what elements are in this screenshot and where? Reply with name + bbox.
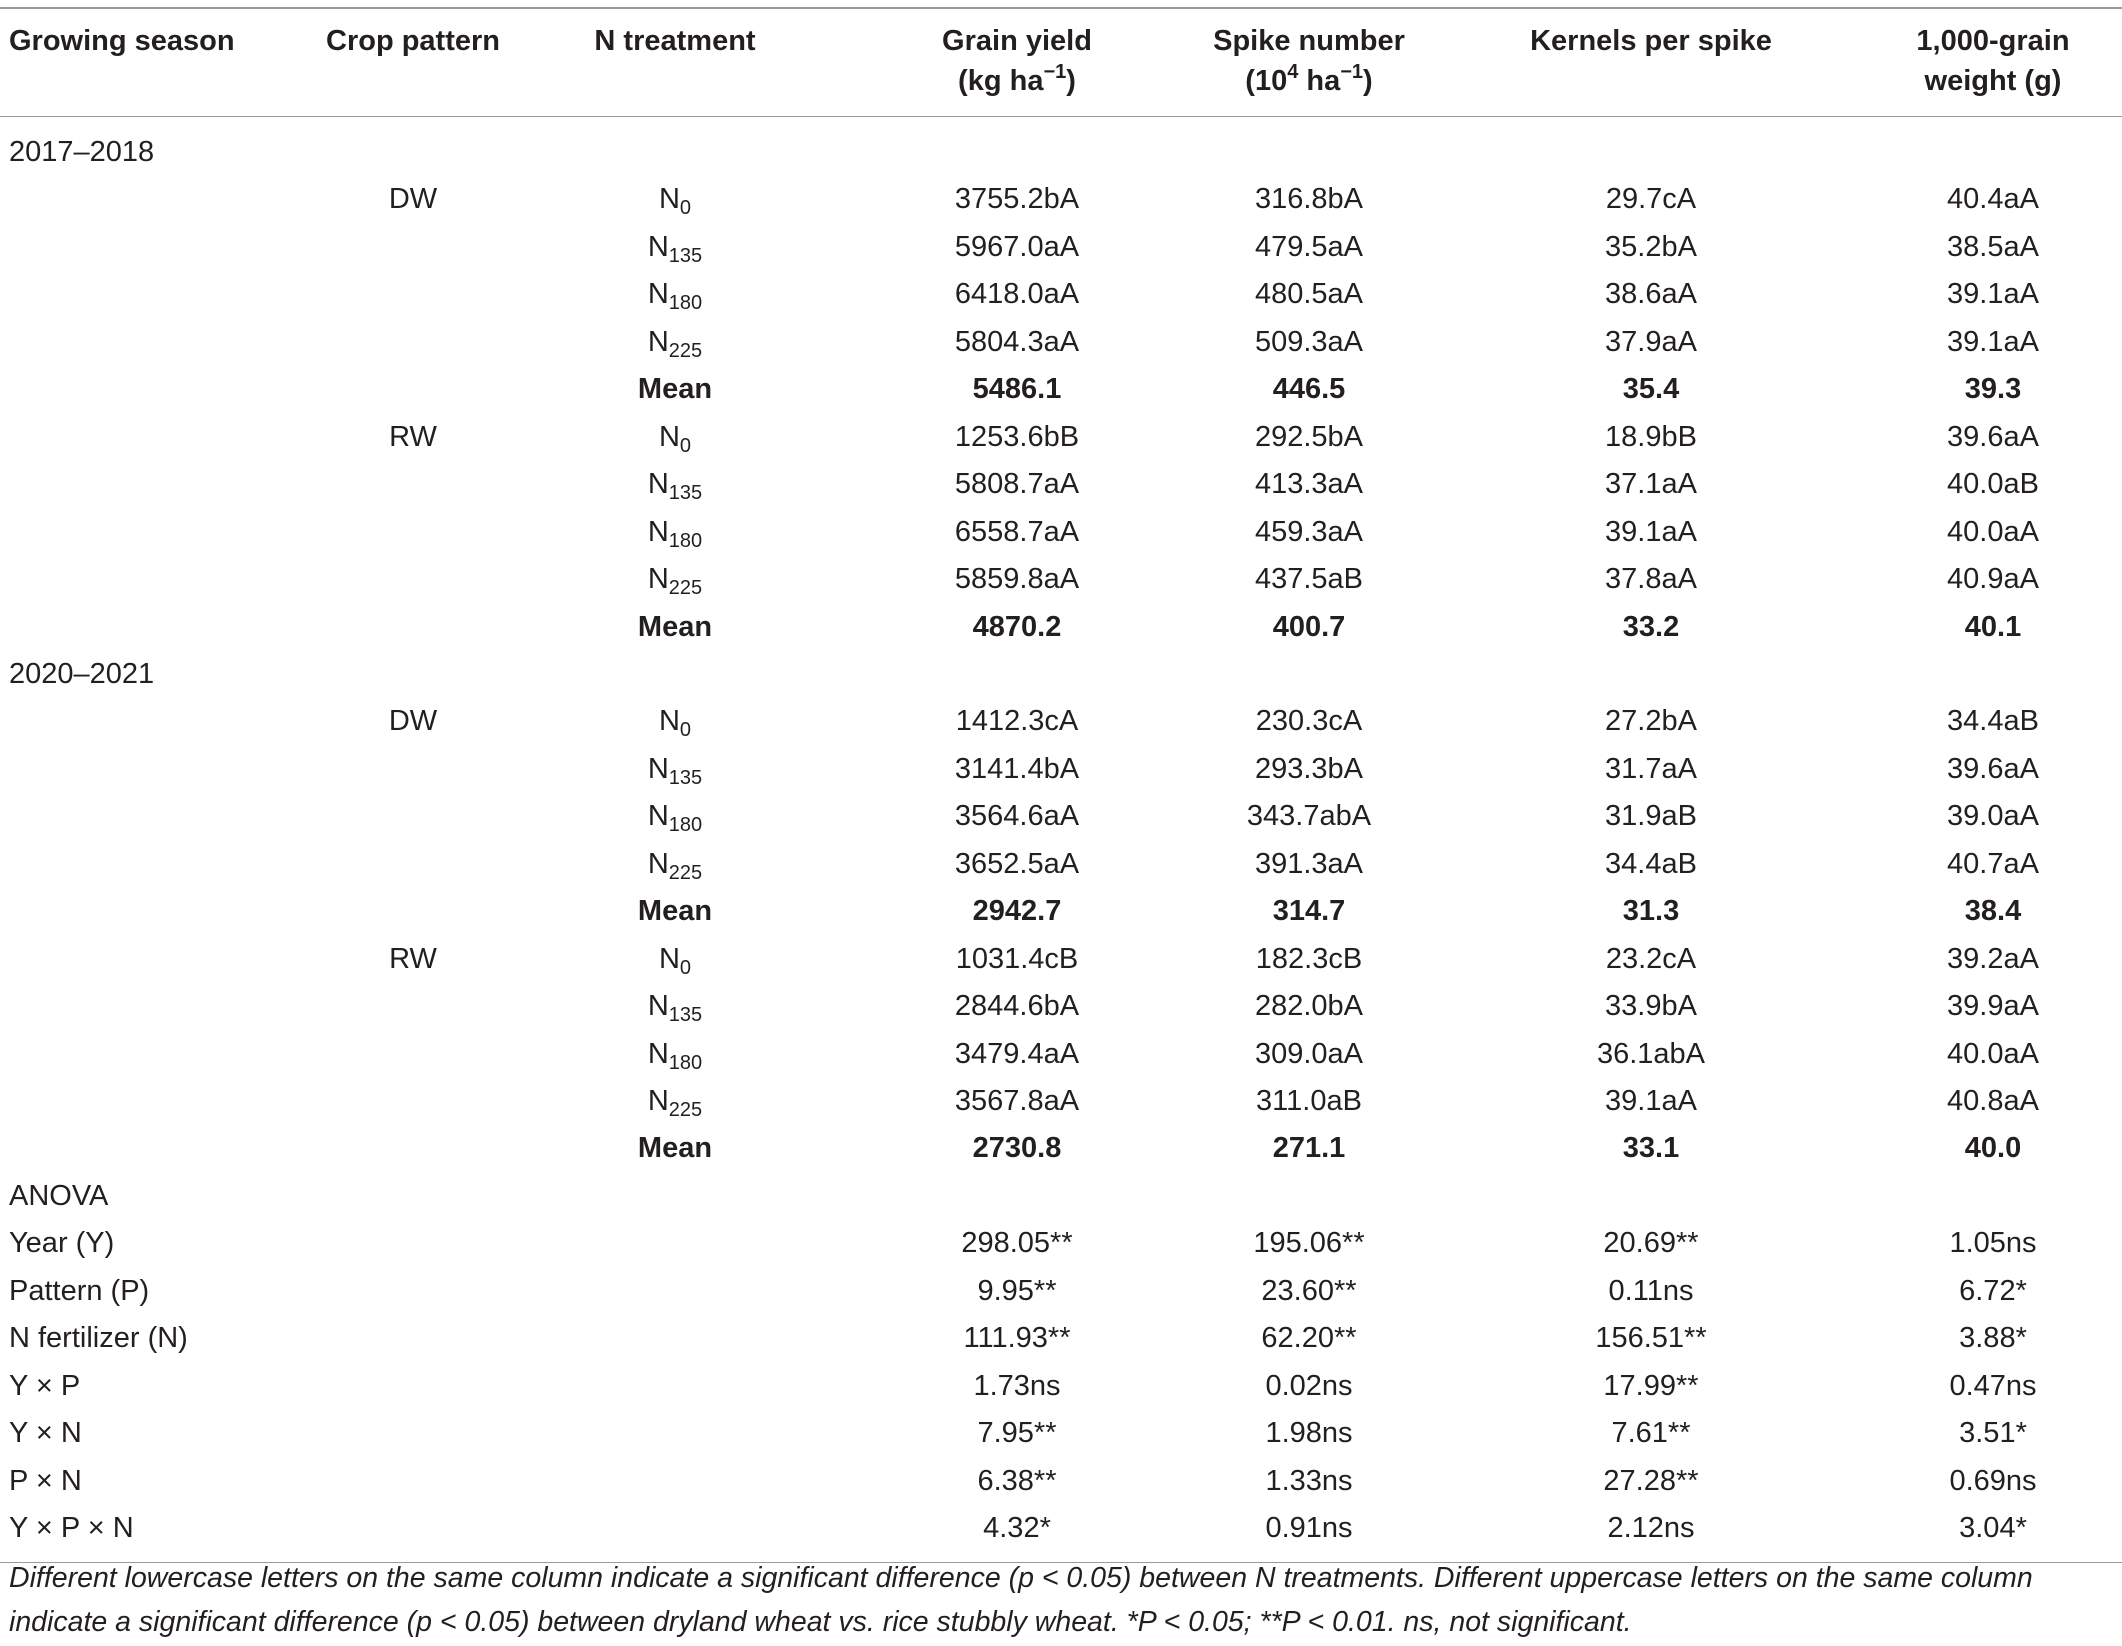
anova-thousand-grain-weight: 6.72* — [1959, 1275, 2027, 1307]
mean-kernels-per-spike: 35.4 — [1622, 373, 1680, 405]
thousand-grain-weight-cell: 40.9aA — [1947, 563, 2039, 595]
n-treatment-cell: $N_{135}$ — [647, 231, 703, 267]
table-top-rule — [0, 7, 2122, 9]
thousand-grain-weight-cell: 34.4aB — [1947, 705, 2039, 737]
anova-factor-label: N fertilizer (N) — [9, 1322, 188, 1354]
anova-factor-label: Pattern (P) — [9, 1275, 150, 1307]
header-crop-pattern: Crop pattern — [326, 25, 500, 57]
kernels-per-spike-cell: 23.2cA — [1605, 943, 1697, 975]
season-label: 2017–2018 — [9, 136, 155, 168]
kernels-per-spike-cell: 38.6aA — [1605, 278, 1697, 310]
spike-number-cell: 343.7abA — [1246, 800, 1372, 832]
mean-spike-number: 271.1 — [1272, 1132, 1346, 1164]
thousand-grain-weight-cell: 38.5aA — [1947, 231, 2039, 263]
anova-kernels-per-spike: 0.11ns — [1608, 1275, 1694, 1307]
anova-thousand-grain-weight: 3.04* — [1959, 1512, 2027, 1544]
mean-thousand-grain-weight: 39.3 — [1964, 373, 2022, 405]
anova-thousand-grain-weight: 0.69ns — [1949, 1465, 2037, 1497]
anova-factor-label: Y × P — [9, 1370, 81, 1402]
n-treatment-cell: $N_{225}$ — [647, 326, 703, 362]
kernels-per-spike-cell: 36.1abA — [1596, 1038, 1706, 1070]
thousand-grain-weight-cell: 39.6aA — [1947, 753, 2039, 785]
n-treatment-cell: $N_{180}$ — [647, 516, 703, 552]
mean-spike-number: 314.7 — [1272, 895, 1346, 927]
grain-yield-cell: 3652.5aA — [954, 848, 1080, 880]
grain-yield-cell: 5804.3aA — [954, 326, 1080, 358]
anova-grain-yield: 9.95** — [977, 1275, 1057, 1307]
thousand-grain-weight-cell: 39.9aA — [1947, 990, 2039, 1022]
thousand-grain-weight-cell: 40.8aA — [1947, 1085, 2039, 1117]
header-thousand-grain-weight: 1,000-grain weight (g) — [1916, 25, 2070, 97]
anova-kernels-per-spike: 27.28** — [1603, 1465, 1699, 1497]
mean-grain-yield: 4870.2 — [972, 611, 1062, 643]
anova-grain-yield: 298.05** — [961, 1227, 1073, 1259]
crop-pattern-label: DW — [388, 183, 438, 215]
n-treatment-cell: $N_{180}$ — [647, 800, 703, 836]
thousand-grain-weight-cell: 40.0aB — [1947, 468, 2039, 500]
anova-kernels-per-spike: 7.61** — [1611, 1417, 1691, 1449]
anova-spike-number: 1.98ns — [1265, 1417, 1353, 1449]
anova-kernels-per-spike: 20.69** — [1603, 1227, 1699, 1259]
kernels-per-spike-cell: 39.1aA — [1605, 1085, 1697, 1117]
header-spike-number-unit: ($10^4$ $ha^{-1}$) — [1245, 61, 1373, 97]
spike-number-cell: 292.5bA — [1254, 421, 1364, 453]
grain-yield-cell: 2844.6bA — [954, 990, 1080, 1022]
spike-number-cell: 316.8bA — [1254, 183, 1364, 215]
anova-label: ANOVA — [9, 1180, 109, 1212]
mean-grain-yield: 2942.7 — [972, 895, 1062, 927]
kernels-per-spike-cell: 35.2bA — [1605, 231, 1697, 263]
n-treatment-cell: $N_{225}$ — [647, 848, 703, 884]
anova-spike-number: 0.02ns — [1265, 1370, 1353, 1402]
header-rule — [0, 116, 2122, 117]
spike-number-cell: 413.3aA — [1254, 468, 1364, 500]
kernels-per-spike-cell: 18.9bB — [1605, 421, 1697, 453]
spike-number-cell: 282.0bA — [1254, 990, 1364, 1022]
n-treatment-cell: $N_{180}$ — [647, 278, 703, 314]
grain-yield-cell: 3479.4aA — [954, 1038, 1080, 1070]
anova-factor-label: Year (Y) — [9, 1227, 115, 1259]
spike-number-cell: 309.0aA — [1254, 1038, 1364, 1070]
anova-thousand-grain-weight: 0.47ns — [1949, 1370, 2037, 1402]
mean-kernels-per-spike: 31.3 — [1622, 895, 1680, 927]
kernels-per-spike-cell: 37.9aA — [1605, 326, 1697, 358]
kernels-per-spike-cell: 31.7aA — [1605, 753, 1697, 785]
anova-spike-number: 23.60** — [1261, 1275, 1357, 1307]
anova-spike-number: 1.33ns — [1265, 1465, 1353, 1497]
mean-label: Mean — [637, 895, 713, 927]
grain-yield-cell: 5859.8aA — [954, 563, 1080, 595]
header-growing-season: Growing season — [9, 25, 235, 57]
spike-number-cell: 182.3cB — [1255, 943, 1363, 975]
header-grain-yield-line1: Grain yield — [942, 25, 1092, 57]
mean-label: Mean — [637, 1132, 713, 1164]
mean-thousand-grain-weight: 40.1 — [1964, 611, 2022, 643]
header-grain-yield-unit: (kg $ha^{-1}$) — [958, 61, 1076, 97]
thousand-grain-weight-cell: 40.7aA — [1947, 848, 2039, 880]
anova-spike-number: 0.91ns — [1265, 1512, 1353, 1544]
spike-number-cell: 391.3aA — [1254, 848, 1364, 880]
n-treatment-cell: $N_{135}$ — [647, 990, 703, 1026]
grain-yield-cell: 1412.3cA — [955, 705, 1079, 737]
grain-yield-cell: 6558.7aA — [954, 516, 1080, 548]
thousand-grain-weight-cell: 40.0aA — [1947, 516, 2039, 548]
thousand-grain-weight-cell: 39.1aA — [1947, 278, 2039, 310]
grain-yield-cell: 6418.0aA — [954, 278, 1080, 310]
kernels-per-spike-cell: 27.2bA — [1605, 705, 1697, 737]
spike-number-cell: 480.5aA — [1254, 278, 1364, 310]
anova-spike-number: 62.20** — [1261, 1322, 1357, 1354]
mean-thousand-grain-weight: 40.0 — [1964, 1132, 2022, 1164]
thousand-grain-weight-cell: 39.2aA — [1947, 943, 2039, 975]
anova-kernels-per-spike: 2.12ns — [1607, 1512, 1695, 1544]
kernels-per-spike-cell: 33.9bA — [1605, 990, 1697, 1022]
thousand-grain-weight-cell: 39.1aA — [1947, 326, 2039, 358]
spike-number-cell: 479.5aA — [1254, 231, 1364, 263]
kernels-per-spike-cell: 39.1aA — [1605, 516, 1697, 548]
anova-thousand-grain-weight: 1.05ns — [1949, 1227, 2037, 1259]
crop-pattern-label: DW — [388, 705, 438, 737]
kernels-per-spike-cell: 31.9aB — [1605, 800, 1697, 832]
spike-number-cell: 230.3cA — [1255, 705, 1363, 737]
anova-grain-yield: 111.93** — [963, 1322, 1071, 1354]
mean-thousand-grain-weight: 38.4 — [1964, 895, 2022, 927]
kernels-per-spike-cell: 37.1aA — [1605, 468, 1697, 500]
spike-number-cell: 459.3aA — [1254, 516, 1364, 548]
mean-kernels-per-spike: 33.1 — [1622, 1132, 1680, 1164]
n-treatment-cell: $N_{135}$ — [647, 753, 703, 789]
grain-yield-cell: 5808.7aA — [954, 468, 1080, 500]
mean-grain-yield: 2730.8 — [972, 1132, 1062, 1164]
n-treatment-cell: $N_0$ — [658, 183, 692, 219]
thousand-grain-weight-cell: 40.0aA — [1947, 1038, 2039, 1070]
header-spike-number-line1: Spike number — [1213, 25, 1405, 57]
grain-yield-cell: 3755.2bA — [954, 183, 1080, 215]
grain-yield-cell: 3567.8aA — [954, 1085, 1080, 1117]
table-footnote: Different lowercase letters on the same column indicate a significant difference (p < 0.05) between N treatments. Different uppercase letters on the same column indicate a significant difference (p < 0.05) between dryland wheat vs. rice stubbly wheat. *P < 0.05; **P < 0.01. ns, not significant. — [9, 1562, 2033, 1638]
anova-grain-yield: 1.73ns — [973, 1370, 1061, 1402]
spike-number-cell: 437.5aB — [1254, 563, 1364, 595]
grain-yield-cell: 1253.6bB — [954, 421, 1080, 453]
n-treatment-cell: $N_{225}$ — [647, 1085, 703, 1121]
grain-yield-cell: 1031.4cB — [955, 943, 1079, 975]
season-label: 2020–2021 — [9, 658, 155, 690]
mean-grain-yield: 5486.1 — [972, 373, 1062, 405]
crop-pattern-label: RW — [389, 421, 437, 453]
kernels-per-spike-cell: 34.4aB — [1605, 848, 1697, 880]
anova-kernels-per-spike: 17.99** — [1603, 1370, 1699, 1402]
n-treatment-cell: $N_0$ — [658, 421, 692, 457]
anova-factor-label: Y × N — [9, 1417, 82, 1449]
anova-factor-label: Y × P × N — [9, 1512, 134, 1544]
mean-spike-number: 400.7 — [1272, 611, 1346, 643]
mean-spike-number: 446.5 — [1272, 373, 1346, 405]
anova-factor-label: P × N — [9, 1465, 82, 1497]
kernels-per-spike-cell: 37.8aA — [1605, 563, 1697, 595]
grain-yield-cell: 3564.6aA — [954, 800, 1080, 832]
thousand-grain-weight-cell: 39.0aA — [1947, 800, 2039, 832]
header-spike-number — [1129, 21, 1489, 101]
n-treatment-cell: $N_{135}$ — [647, 468, 703, 504]
spike-number-cell: 509.3aA — [1254, 326, 1364, 358]
mean-label: Mean — [637, 611, 713, 643]
kernels-per-spike-cell: 29.7cA — [1605, 183, 1697, 215]
thousand-grain-weight-cell: 39.6aA — [1947, 421, 2039, 453]
anova-grain-yield: 7.95** — [977, 1417, 1057, 1449]
grain-yield-cell: 5967.0aA — [954, 231, 1080, 263]
mean-kernels-per-spike: 33.2 — [1622, 611, 1680, 643]
anova-kernels-per-spike: 156.51** — [1595, 1322, 1707, 1354]
n-treatment-cell: $N_{225}$ — [647, 563, 703, 599]
n-treatment-cell: $N_0$ — [658, 705, 692, 741]
anova-grain-yield: 6.38** — [977, 1465, 1057, 1497]
header-n-treatment: N treatment — [594, 25, 756, 57]
n-treatment-cell: $N_{180}$ — [647, 1038, 703, 1074]
spike-number-cell: 293.3bA — [1254, 753, 1364, 785]
anova-thousand-grain-weight: 3.51* — [1959, 1417, 2027, 1449]
thousand-grain-weight-cell: 40.4aA — [1947, 183, 2039, 215]
mean-label: Mean — [637, 373, 713, 405]
anova-thousand-grain-weight: 3.88* — [1959, 1322, 2027, 1354]
anova-spike-number: 195.06** — [1253, 1227, 1365, 1259]
header-kernels-per-spike: Kernels per spike — [1530, 25, 1772, 57]
n-treatment-cell: $N_0$ — [658, 943, 692, 979]
grain-yield-cell: 3141.4bA — [954, 753, 1080, 785]
spike-number-cell: 311.0aB — [1256, 1085, 1362, 1117]
anova-grain-yield: 4.32* — [983, 1512, 1051, 1544]
crop-pattern-label: RW — [389, 943, 437, 975]
